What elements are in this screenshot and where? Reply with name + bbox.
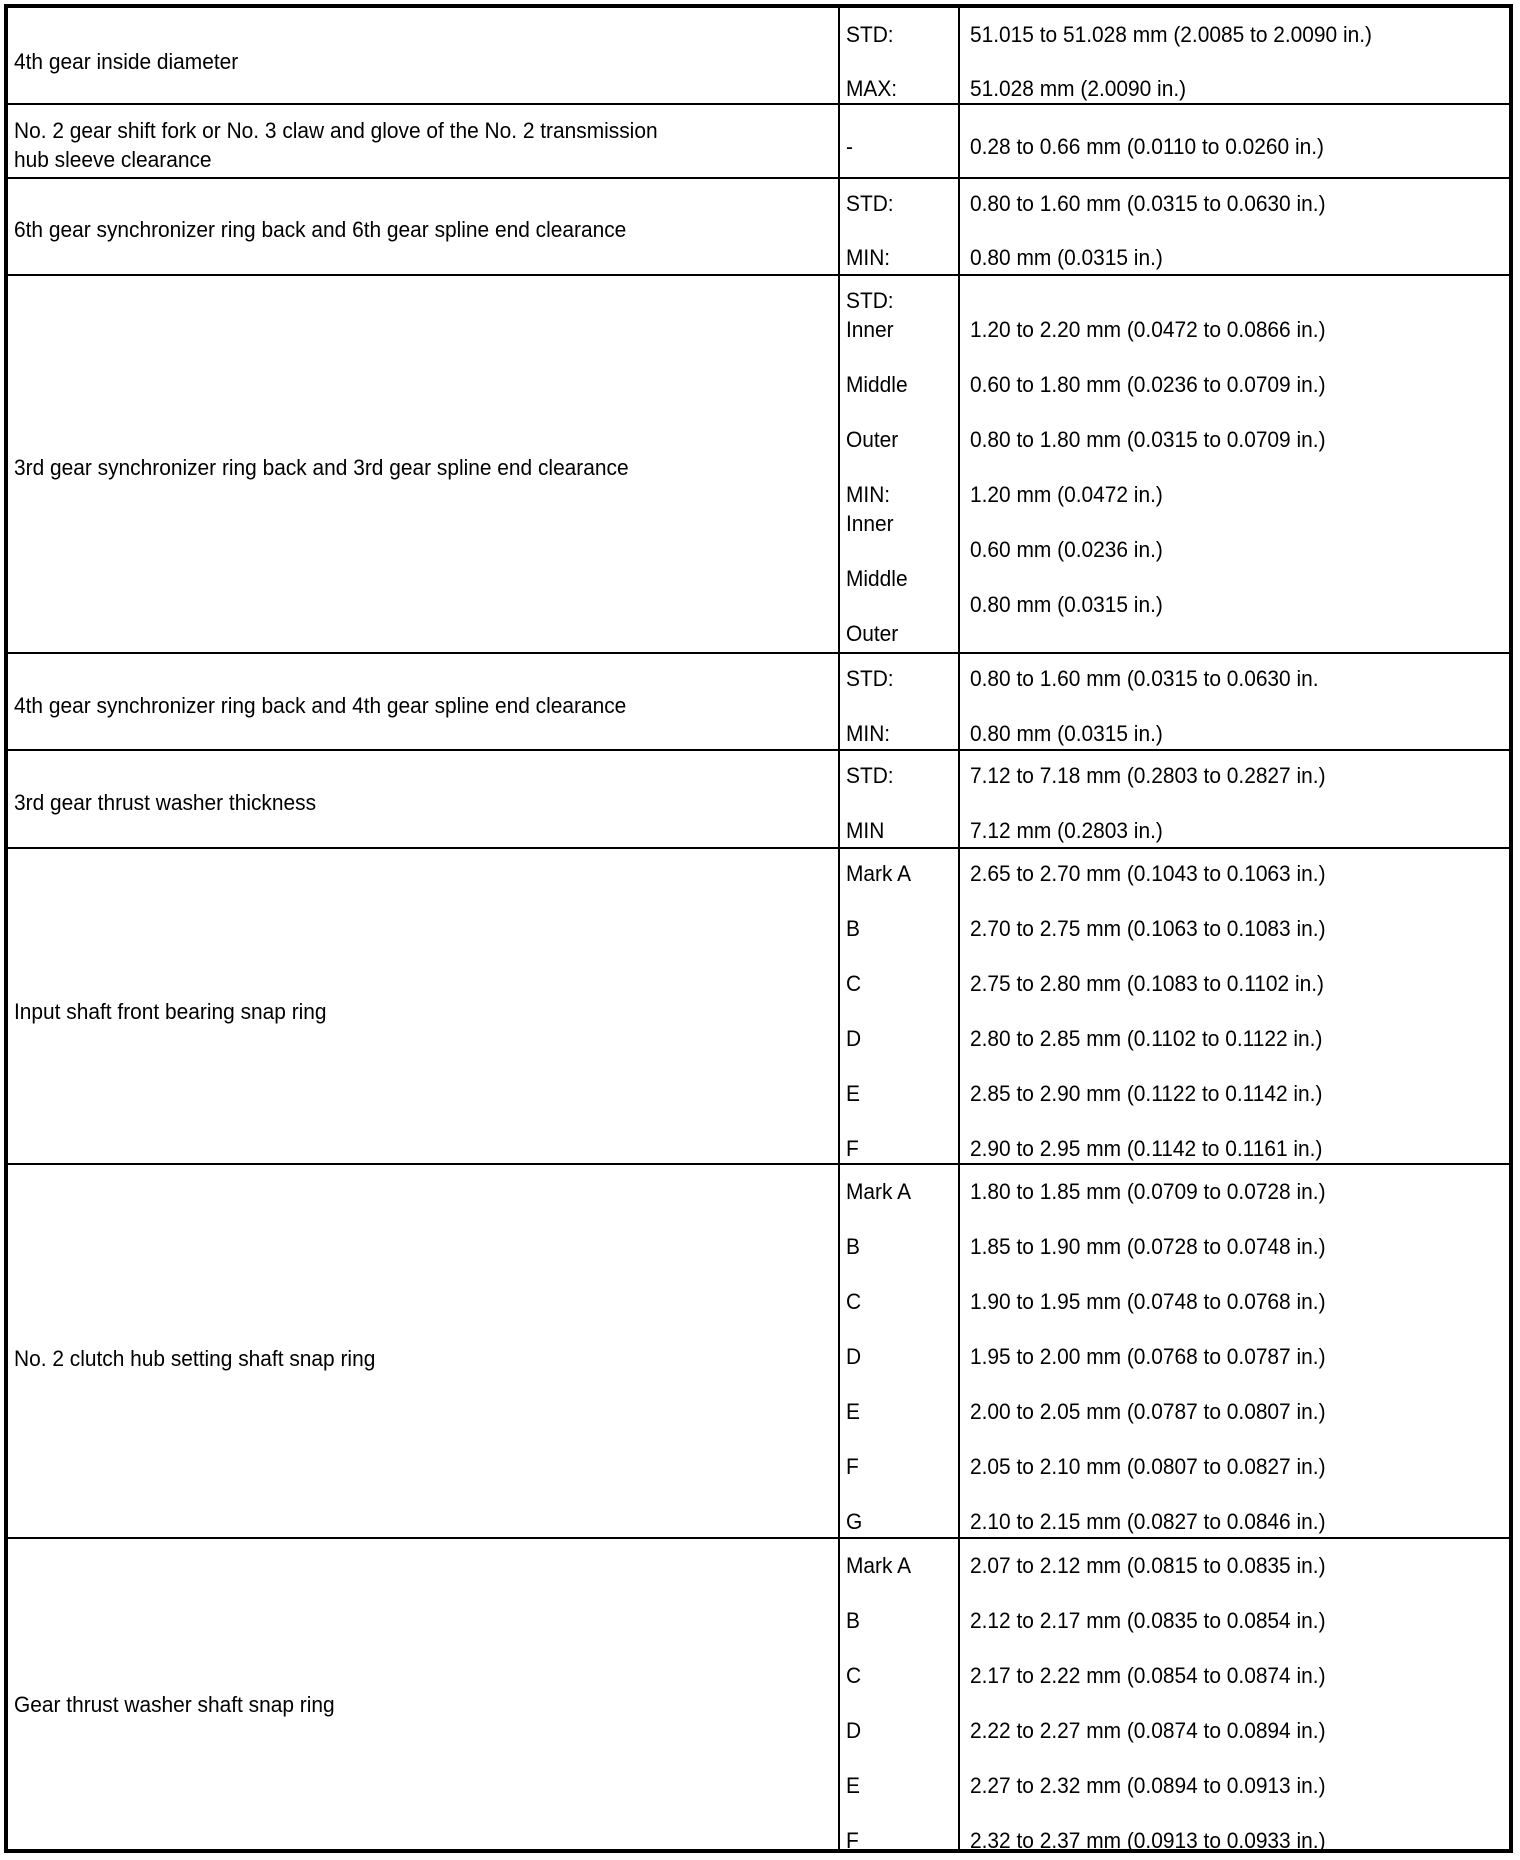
spec-value: 2.17 to 2.22 mm (0.0854 to 0.0874 in.) [970,1663,1326,1688]
spec-value: 2.85 to 2.90 mm (0.1122 to 0.1142 in.) [970,1081,1323,1106]
spec-label: D [846,1344,862,1369]
spec-label: C [846,1289,862,1314]
spec-label: B [846,916,860,941]
row-divider [8,103,1509,105]
spec-label: STD: [846,666,894,691]
spec-value: 2.10 to 2.15 mm (0.0827 to 0.0846 in.) [970,1509,1326,1534]
spec-label: C [846,971,862,996]
column-divider [958,8,960,1849]
spec-value: 1.20 to 2.20 mm (0.0472 to 0.0866 in.) [970,317,1326,342]
row-divider [8,847,1509,849]
specification-table [4,4,1513,1853]
spec-value: 7.12 to 7.18 mm (0.2803 to 0.2827 in.) [970,763,1326,788]
spec-value: 1.80 to 1.85 mm (0.0709 to 0.0728 in.) [970,1179,1326,1204]
spec-value: 0.80 to 1.80 mm (0.0315 to 0.0709 in.) [970,427,1326,452]
spec-value: 2.12 to 2.17 mm (0.0835 to 0.0854 in.) [970,1608,1326,1633]
spec-label: STD: [846,288,894,313]
spec-label: MIN: [846,721,891,746]
spec-label: MIN [846,818,885,843]
row-divider [8,749,1509,751]
spec-value: 0.60 to 1.80 mm (0.0236 to 0.0709 in.) [970,372,1326,397]
spec-label: Inner [846,511,894,536]
spec-label: Middle [846,566,908,591]
spec-value: 2.07 to 2.12 mm (0.0815 to 0.0835 in.) [970,1553,1326,1578]
spec-value: 2.00 to 2.05 mm (0.0787 to 0.0807 in.) [970,1399,1326,1424]
spec-label: F [846,1454,859,1479]
row-divider [8,1163,1509,1165]
spec-value: 2.27 to 2.32 mm (0.0894 to 0.0913 in.) [970,1773,1326,1798]
row-divider [8,177,1509,179]
spec-value: 1.95 to 2.00 mm (0.0768 to 0.0787 in.) [970,1344,1326,1369]
row-divider [8,1537,1509,1539]
spec-value: 0.80 to 1.60 mm (0.0315 to 0.0630 in.) [970,191,1326,216]
row-divider [8,652,1509,654]
spec-value: 0.80 mm (0.0315 in.) [970,245,1163,270]
spec-label: Outer [846,621,899,646]
spec-item-name: hub sleeve clearance [14,147,212,172]
spec-item-name: Input shaft front bearing snap ring [14,999,327,1024]
spec-label: D [846,1718,862,1743]
spec-label: F [846,1828,859,1853]
spec-label: Mark A [846,1179,912,1204]
spec-item-name: 3rd gear synchronizer ring back and 3rd gear spline end clearance [14,455,629,480]
spec-label: STD: [846,191,894,216]
spec-label: Mark A [846,1553,912,1578]
spec-value: 2.90 to 2.95 mm (0.1142 to 0.1161 in.) [970,1136,1323,1161]
spec-label: E [846,1399,860,1424]
spec-item-name: No. 2 clutch hub setting shaft snap ring [14,1346,376,1371]
spec-label: Middle [846,372,908,397]
spec-value: 2.22 to 2.27 mm (0.0874 to 0.0894 in.) [970,1718,1326,1743]
spec-item-name: 6th gear synchronizer ring back and 6th gear spline end clearance [14,217,627,242]
spec-label: Mark A [846,861,912,886]
spec-value: 2.32 to 2.37 mm (0.0913 to 0.0933 in.) [970,1828,1326,1853]
spec-label: B [846,1608,860,1633]
row-divider [8,274,1509,276]
spec-label: G [846,1509,863,1534]
spec-value: 0.80 mm (0.0315 in.) [970,721,1163,746]
spec-item-name: No. 2 gear shift fork or No. 3 claw and glove of the No. 2 transmission [14,118,658,143]
column-divider [838,8,840,1849]
spec-item-name: 4th gear synchronizer ring back and 4th gear spline end clearance [14,693,627,718]
spec-item-name: 4th gear inside diameter [14,49,239,74]
spec-label: C [846,1663,862,1688]
spec-value: 1.90 to 1.95 mm (0.0748 to 0.0768 in.) [970,1289,1326,1314]
spec-label: MIN: [846,245,891,270]
spec-label: E [846,1081,860,1106]
spec-value: 0.80 mm (0.0315 in.) [970,592,1163,617]
spec-label: MAX: [846,76,898,101]
spec-label: - [846,134,853,159]
spec-value: 2.80 to 2.85 mm (0.1102 to 0.1122 in.) [970,1026,1323,1051]
spec-label: F [846,1136,859,1161]
spec-value: 7.12 mm (0.2803 in.) [970,818,1163,843]
spec-value: 0.80 to 1.60 mm (0.0315 to 0.0630 in. [970,666,1319,691]
spec-label: Outer [846,427,899,452]
spec-value: 0.28 to 0.66 mm (0.0110 to 0.0260 in.) [970,134,1324,159]
spec-label: B [846,1234,860,1259]
spec-value: 2.75 to 2.80 mm (0.1083 to 0.1102 in.) [970,971,1324,996]
spec-label: D [846,1026,862,1051]
spec-label: MIN: [846,482,891,507]
spec-label: STD: [846,763,894,788]
spec-item-name: Gear thrust washer shaft snap ring [14,1692,335,1717]
spec-value: 2.05 to 2.10 mm (0.0807 to 0.0827 in.) [970,1454,1326,1479]
spec-value: 2.65 to 2.70 mm (0.1043 to 0.1063 in.) [970,861,1326,886]
spec-value: 51.028 mm (2.0090 in.) [970,76,1187,101]
spec-label: STD: [846,22,894,47]
spec-value: 0.60 mm (0.0236 in.) [970,537,1163,562]
spec-value: 51.015 to 51.028 mm (2.0085 to 2.0090 in.) [970,22,1373,47]
spec-label: E [846,1773,860,1798]
spec-value: 1.20 mm (0.0472 in.) [970,482,1163,507]
spec-item-name: 3rd gear thrust washer thickness [14,790,317,815]
spec-value: 2.70 to 2.75 mm (0.1063 to 0.1083 in.) [970,916,1326,941]
spec-value: 1.85 to 1.90 mm (0.0728 to 0.0748 in.) [970,1234,1326,1259]
spec-label: Inner [846,317,894,342]
